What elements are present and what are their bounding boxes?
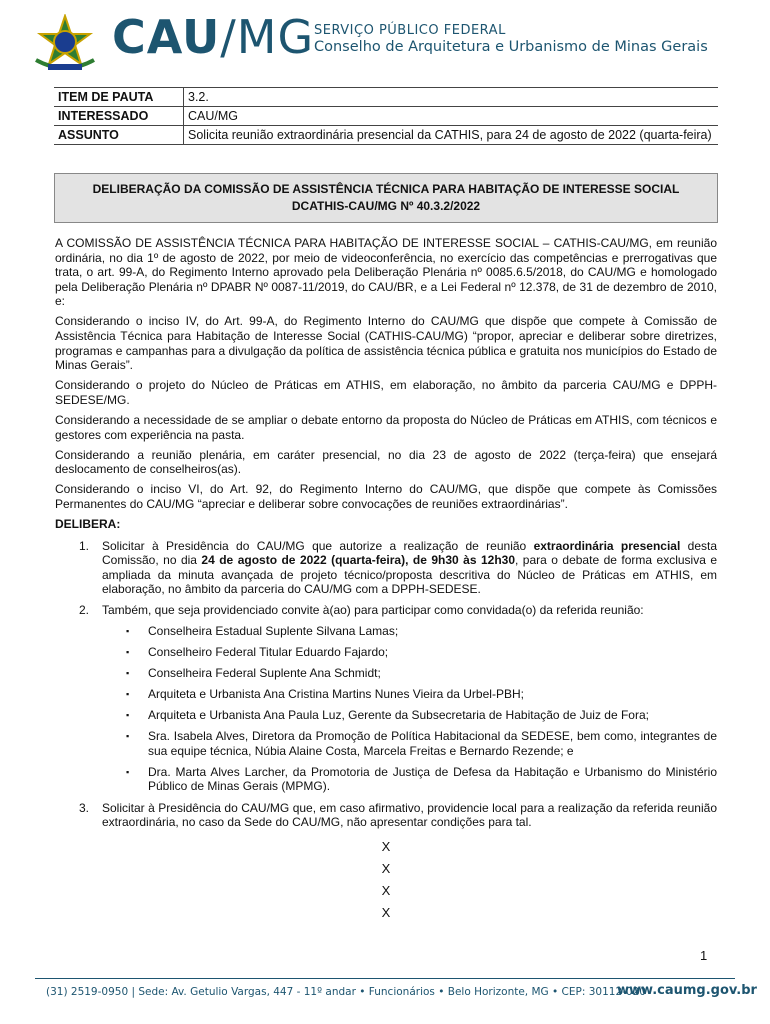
info-key: INTERESSADO — [54, 107, 184, 126]
paragraph: Considerando o inciso IV, do Art. 99-A, do Regimento Interno do CAU/MG que dispõe que compete à Comissão de Assistência Técnica para Habitação de Interesse Social (CATHIS-CAU/MG) “propor, apreciar e deliberar sobre diretrizes, programas e campanhas para a divulgação da política de assistência técnica pública e gratuita nos municípios do Estado de Minas Gerais”. — [55, 314, 717, 373]
paragraph: Considerando o inciso VI, do Art. 92, do Regimento Interno do CAU/MG, que dispõe que compete às Comissões Permanentes do CAU/MG “apreciar e deliberar sobre convocações de reuniões extraordinárias”. — [55, 482, 717, 511]
paragraph: Considerando a reunião plenária, em caráter presencial, no dia 23 de agosto de 2022 (terça-feira) que ensejará deslocamento de conselheiros(as). — [55, 447, 717, 477]
list-item: 2. Também, que seja providenciado convite à(ao) para participar como convidada(o) da referida reunião: ▪ Conselheira Estadual Suplente Silvana Lamas; ▪ Conselheiro Federal Titular Eduardo Fajardo; ▪ Conselheira Federal Suplente Ana Schmidt; ▪ Arquiteta e Urbanista Ana Cristina Martins Nunes Vieira da Urbel-PBH; ▪ Arquiteta e Urbanista Ana Paula Luz, Gerente da Subsecretaria de Habitação de Juiz de Fora; ▪ Sra. Isabela Alves, Diretora da Promoção de Política Habitacional da SEDESE, bem como, integrantes de sua equipe técnica, Núbia Alaine Costa, Marcela Freitas e Bernardo Rezende; e ▪ Dra. Marta Alves Larcher, da Promotoria de Justiça de Defesa da Habitação e Urbanismo do Ministério Público de Minas Gerais (MPMG). — [79, 603, 717, 794]
info-value: CAU/MG — [184, 107, 719, 126]
item-number: 2. — [79, 603, 90, 618]
title-line: DELIBERAÇÃO DA COMISSÃO DE ASSISTÊNCIA TÉCNICA PARA HABITAÇÃO DE INTERESSE SOCIAL — [92, 182, 680, 196]
item-number: 1. — [79, 538, 90, 553]
delibera-heading: DELIBERA: — [55, 517, 121, 532]
resolution-list — [55, 539, 717, 830]
list-item: 3. Solicitar à Presidência do CAU/MG que, em caso afirmativo, providencie local para a realização da referida reunião extraordinária, no caso da Sede do CAU/MG, não apresentar condições para tal. — [79, 800, 717, 830]
footer-address: (31) 2519-0950 | Sede: Av. Getulio Vargas, 447 - 11º andar • Funcionários • Belo Horizonte, MG • CEP: 30112-020 — [46, 986, 646, 998]
brand-logo: CAU/MG — [112, 10, 315, 64]
footer-url[interactable]: www.caumg.gov.br — [617, 983, 757, 998]
bullet-icon: ▪ — [126, 710, 130, 721]
info-key: ITEM DE PAUTA — [54, 88, 184, 107]
bullet-icon: ▪ — [126, 731, 130, 742]
document-body — [55, 236, 717, 924]
bullet-icon: ▪ — [126, 667, 130, 678]
paragraph: Considerando o projeto do Núcleo de Práticas em ATHIS, em elaboração, no âmbito da parceria CAU/MG e DPPH-SEDESE/MG. — [55, 378, 717, 407]
invitee-item: ▪ Dra. Marta Alves Larcher, da Promotoria de Justiça de Defesa da Habitação e Urbanismo do Ministério Público de Minas Gerais (MPMG). — [126, 764, 717, 794]
footer-divider — [35, 978, 735, 979]
invitee-item: ▪ Arquiteta e Urbanista Ana Cristina Martins Nunes Vieira da Urbel-PBH; — [126, 686, 524, 701]
bullet-icon: ▪ — [126, 766, 130, 777]
table-row — [54, 126, 718, 145]
info-value: 3.2. — [184, 88, 719, 107]
invitee-item: ▪ Sra. Isabela Alves, Diretora da Promoção de Política Habitacional da SEDESE, bem como, integrantes de sua equipe técnica, Núbia Alaine Costa, Marcela Freitas e Bernardo Rezende; e — [126, 729, 717, 758]
invitee-item: ▪ Conselheira Estadual Suplente Silvana Lamas; — [126, 623, 399, 638]
invitee-item: ▪ Conselheiro Federal Titular Eduardo Fajardo; — [126, 644, 389, 659]
x-mark: X — [381, 904, 391, 920]
x-mark: X — [381, 838, 391, 854]
service-label: SERVIÇO PÚBLICO FEDERAL — [314, 23, 506, 38]
info-value: Solicita reunião extraordinária presencial da CATHIS, para 24 de agosto de 2022 (quarta-feira) — [184, 126, 719, 145]
invitee-item: ▪ Conselheira Federal Suplente Ana Schmidt; — [126, 665, 381, 680]
letterhead — [0, 0, 770, 80]
agency-name — [314, 22, 708, 56]
table-row — [54, 107, 718, 126]
bullet-icon: ▪ — [126, 625, 130, 636]
list-item: 1. Solicitar à Presidência do CAU/MG que autorize a realização de reunião extraordinária presencial desta Comissão, no dia 24 de agosto de 2022 (quarta-feira), de 9h30 às 12h30, para o debate de forma exclusiva e ampliada da minuta avançada de projeto técnico/proposta descritiva do Núcleo de Práticas em ATHIS, em elaboração, no âmbito da parceria do CAU/MG com a DPPH-SEDESE. — [79, 538, 718, 597]
x-marks — [55, 836, 717, 924]
invitee-item: ▪ Arquiteta e Urbanista Ana Paula Luz, Gerente da Subsecretaria de Habitação de Juiz de Fora; — [126, 708, 649, 723]
council-label: Conselho de Arquitetura e Urbanismo de Minas Gerais — [314, 39, 708, 55]
table-row — [54, 88, 718, 107]
invitee-list — [102, 624, 717, 794]
item-number: 3. — [79, 800, 90, 815]
bullet-icon: ▪ — [126, 646, 130, 657]
page-number: 1 — [700, 948, 708, 963]
paragraph: A COMISSÃO DE ASSISTÊNCIA TÉCNICA PARA HABITAÇÃO DE INTERESSE SOCIAL – CATHIS-CAU/MG, em reunião ordinária, no dia 1º de agosto de 2022, por meio de videoconferência, no exercício das competências e prerrogativas que trata, o art. 99-A, do Regimento Interno aprovado pela Deliberação Plenária nº 0085.6.5/2018, do CAU/MG e homologado pela Deliberação Plenária nº DPABR Nº 0087-11/2019, do CAU/BR, e a Lei Federal nº 12.378, de 31 de dezembro de 2010, e: — [55, 236, 717, 309]
x-mark: X — [381, 882, 391, 898]
info-key: ASSUNTO — [54, 126, 184, 145]
agenda-info-table — [54, 87, 718, 145]
deliberation-title — [54, 173, 718, 223]
title-number: DCATHIS-CAU/MG Nº 40.3.2/2022 — [291, 199, 481, 213]
bullet-icon: ▪ — [126, 688, 130, 699]
brazil-coat-of-arms-icon — [30, 14, 100, 76]
x-mark: X — [381, 860, 391, 876]
paragraph: Considerando a necessidade de se ampliar o debate entorno da proposta do Núcleo de Práticas em ATHIS, com técnicos e gestores com experiência na pasta. — [55, 413, 717, 442]
